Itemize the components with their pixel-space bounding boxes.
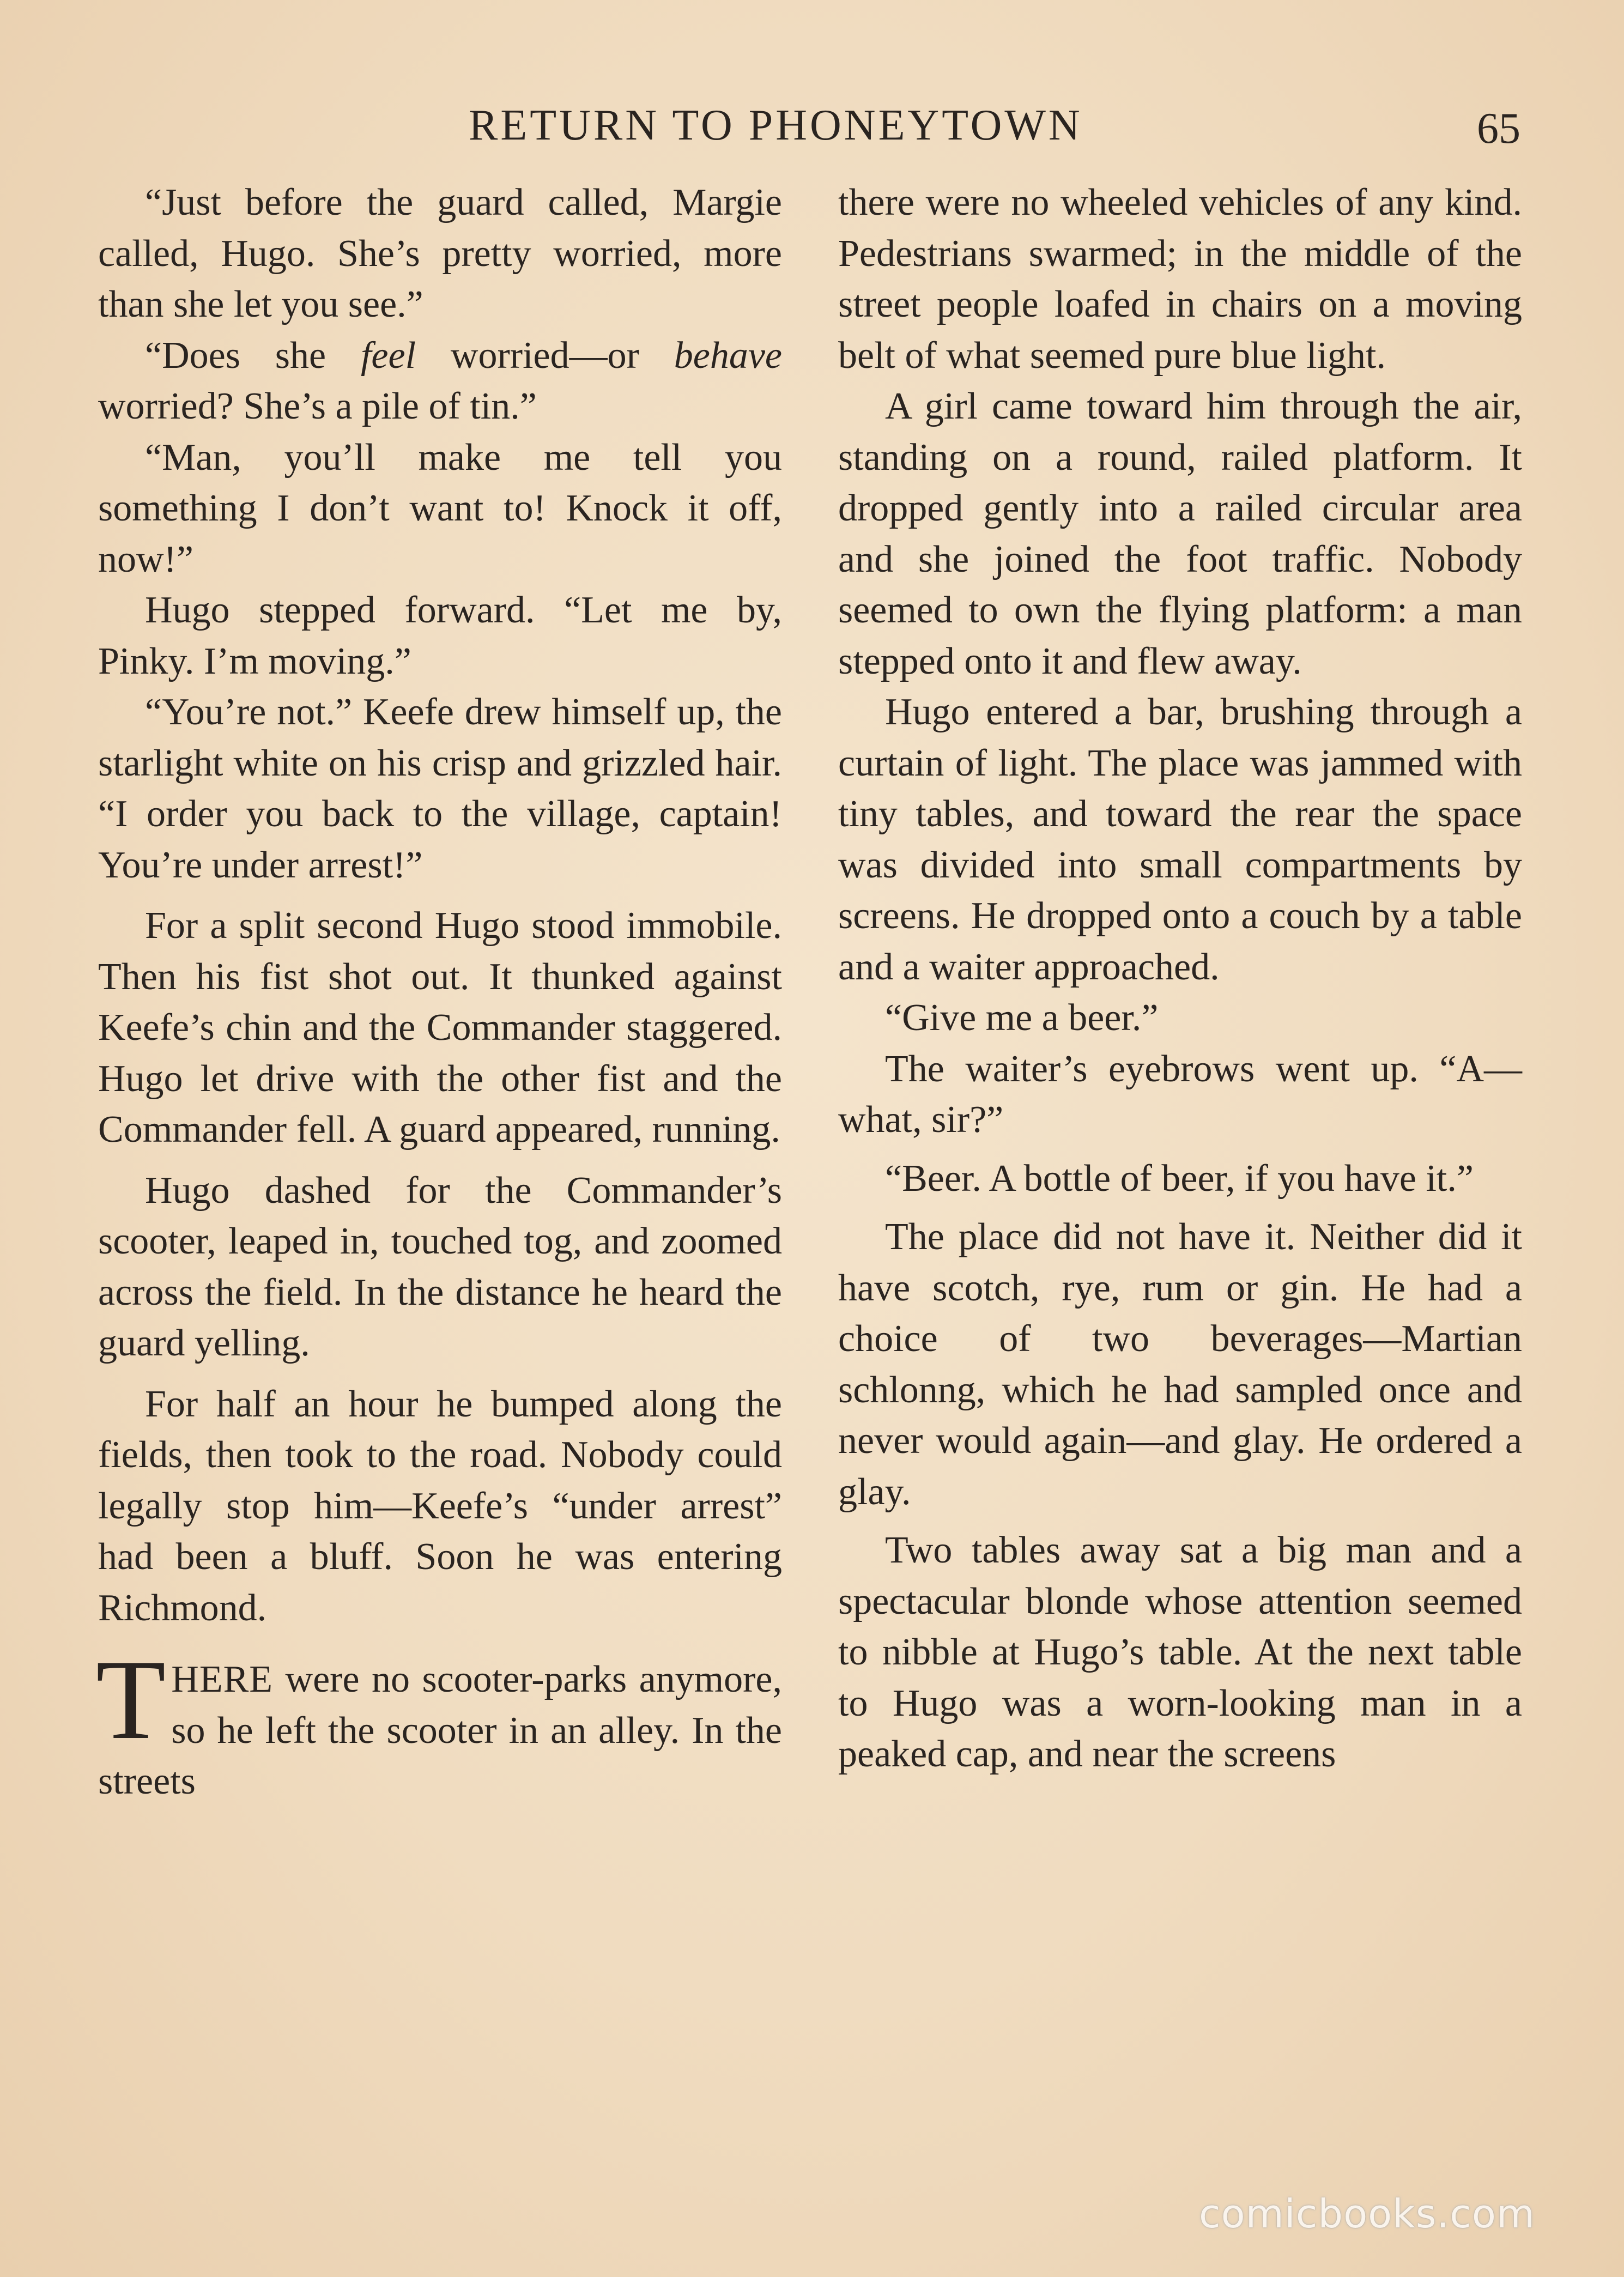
paragraph: “Give me a beer.”	[885, 997, 1159, 1039]
paragraph: The waiter’s eyebrows went up. “A—what, sir?”	[838, 1047, 1522, 1141]
italic-text: behave	[674, 334, 782, 377]
running-title: RETURN TO PHONEYTOWN	[469, 101, 1083, 149]
paragraph: For half an hour he bumped along the fields, then took to the road. Nobody could legally stop him—Keefe’s “under arrest” had been a bluff. Soon he was entering Richmond.	[98, 1383, 782, 1629]
text-run: were no scooter-parks anymore, so he left the scooter in an alley. In the streets	[98, 1658, 782, 1802]
paragraph: Hugo entered a bar, brushing through a curtain of light. The place was jammed with tiny tables, and toward the rear the space was divided into small compartments by screens. He dropped onto a couch by a table and a waiter approached.	[838, 691, 1522, 988]
paragraph: “Man, you’ll make me tell you something I don’t want to! Knock it off, now!”	[98, 436, 782, 580]
paragraph: Two tables away sat a big man and a spectacular blonde whose attention seemed to nibble at Hugo’s table. At the next table to Hugo was a worn-looking man in a peaked cap, and near the screens	[838, 1529, 1522, 1775]
right-column	[838, 177, 1522, 1780]
paragraph: For a split second Hugo stood immobile. Then his fist shot out. It thunked against Keefe’s chin and the Commander staggered. Hugo let drive with the other fist and the Commander fell. A guard appeared, running.	[98, 905, 782, 1150]
section-opening-paragraph	[96, 1637, 782, 1807]
paragraph	[98, 330, 782, 432]
paragraph: The place did not have it. Neither did it have scotch, rye, rum or gin. He had a choice of two beverages—Martian schlonng, which he had sampled once and never would again—and glay. He ordered a glay.	[838, 1216, 1522, 1513]
paragraph: “You’re not.” Keefe drew himself up, the starlight white on his crisp and grizzled hair. “I order you back to the village, captain! You’re under arrest!”	[98, 691, 782, 886]
running-header	[0, 98, 1624, 153]
paragraph: “Beer. A bottle of beer, if you have it.”	[885, 1157, 1474, 1200]
paragraph: Hugo dashed for the Commander’s scooter, leaped in, touched tog, and zoomed across the field. In the distance he heard the guard yelling.	[98, 1169, 782, 1364]
small-caps-text: HERE	[171, 1658, 274, 1700]
page-number: 65	[1477, 105, 1520, 153]
italic-text: feel	[360, 334, 416, 377]
text-run: “Does she	[145, 334, 361, 377]
paragraph: Hugo stepped forward. “Let me by, Pinky. I’m moving.”	[98, 589, 782, 682]
paragraph: there were no wheeled vehicles of any kind. Pedestrians swarmed; in the middle of the street people loafed in chairs on a moving belt of what seemed pure blue light.	[838, 181, 1522, 377]
left-column	[98, 177, 782, 1807]
paragraph: “Just before the guard called, Margie called, Hugo. She’s pretty worried, more than she let you see.”	[98, 181, 782, 325]
text-run: worried—or	[416, 334, 674, 377]
text-run: worried? She’s a pile of tin.”	[98, 385, 537, 427]
watermark: comicbooks.com	[1199, 2191, 1536, 2237]
paragraph: A girl came toward him through the air, standing on a round, railed platform. It dropped gently into a railed circular area and she joined the foot traffic. Nobody seemed to own the flying platform: a man stepped onto it and flew away.	[838, 385, 1522, 682]
drop-cap: T	[96, 1637, 166, 1763]
